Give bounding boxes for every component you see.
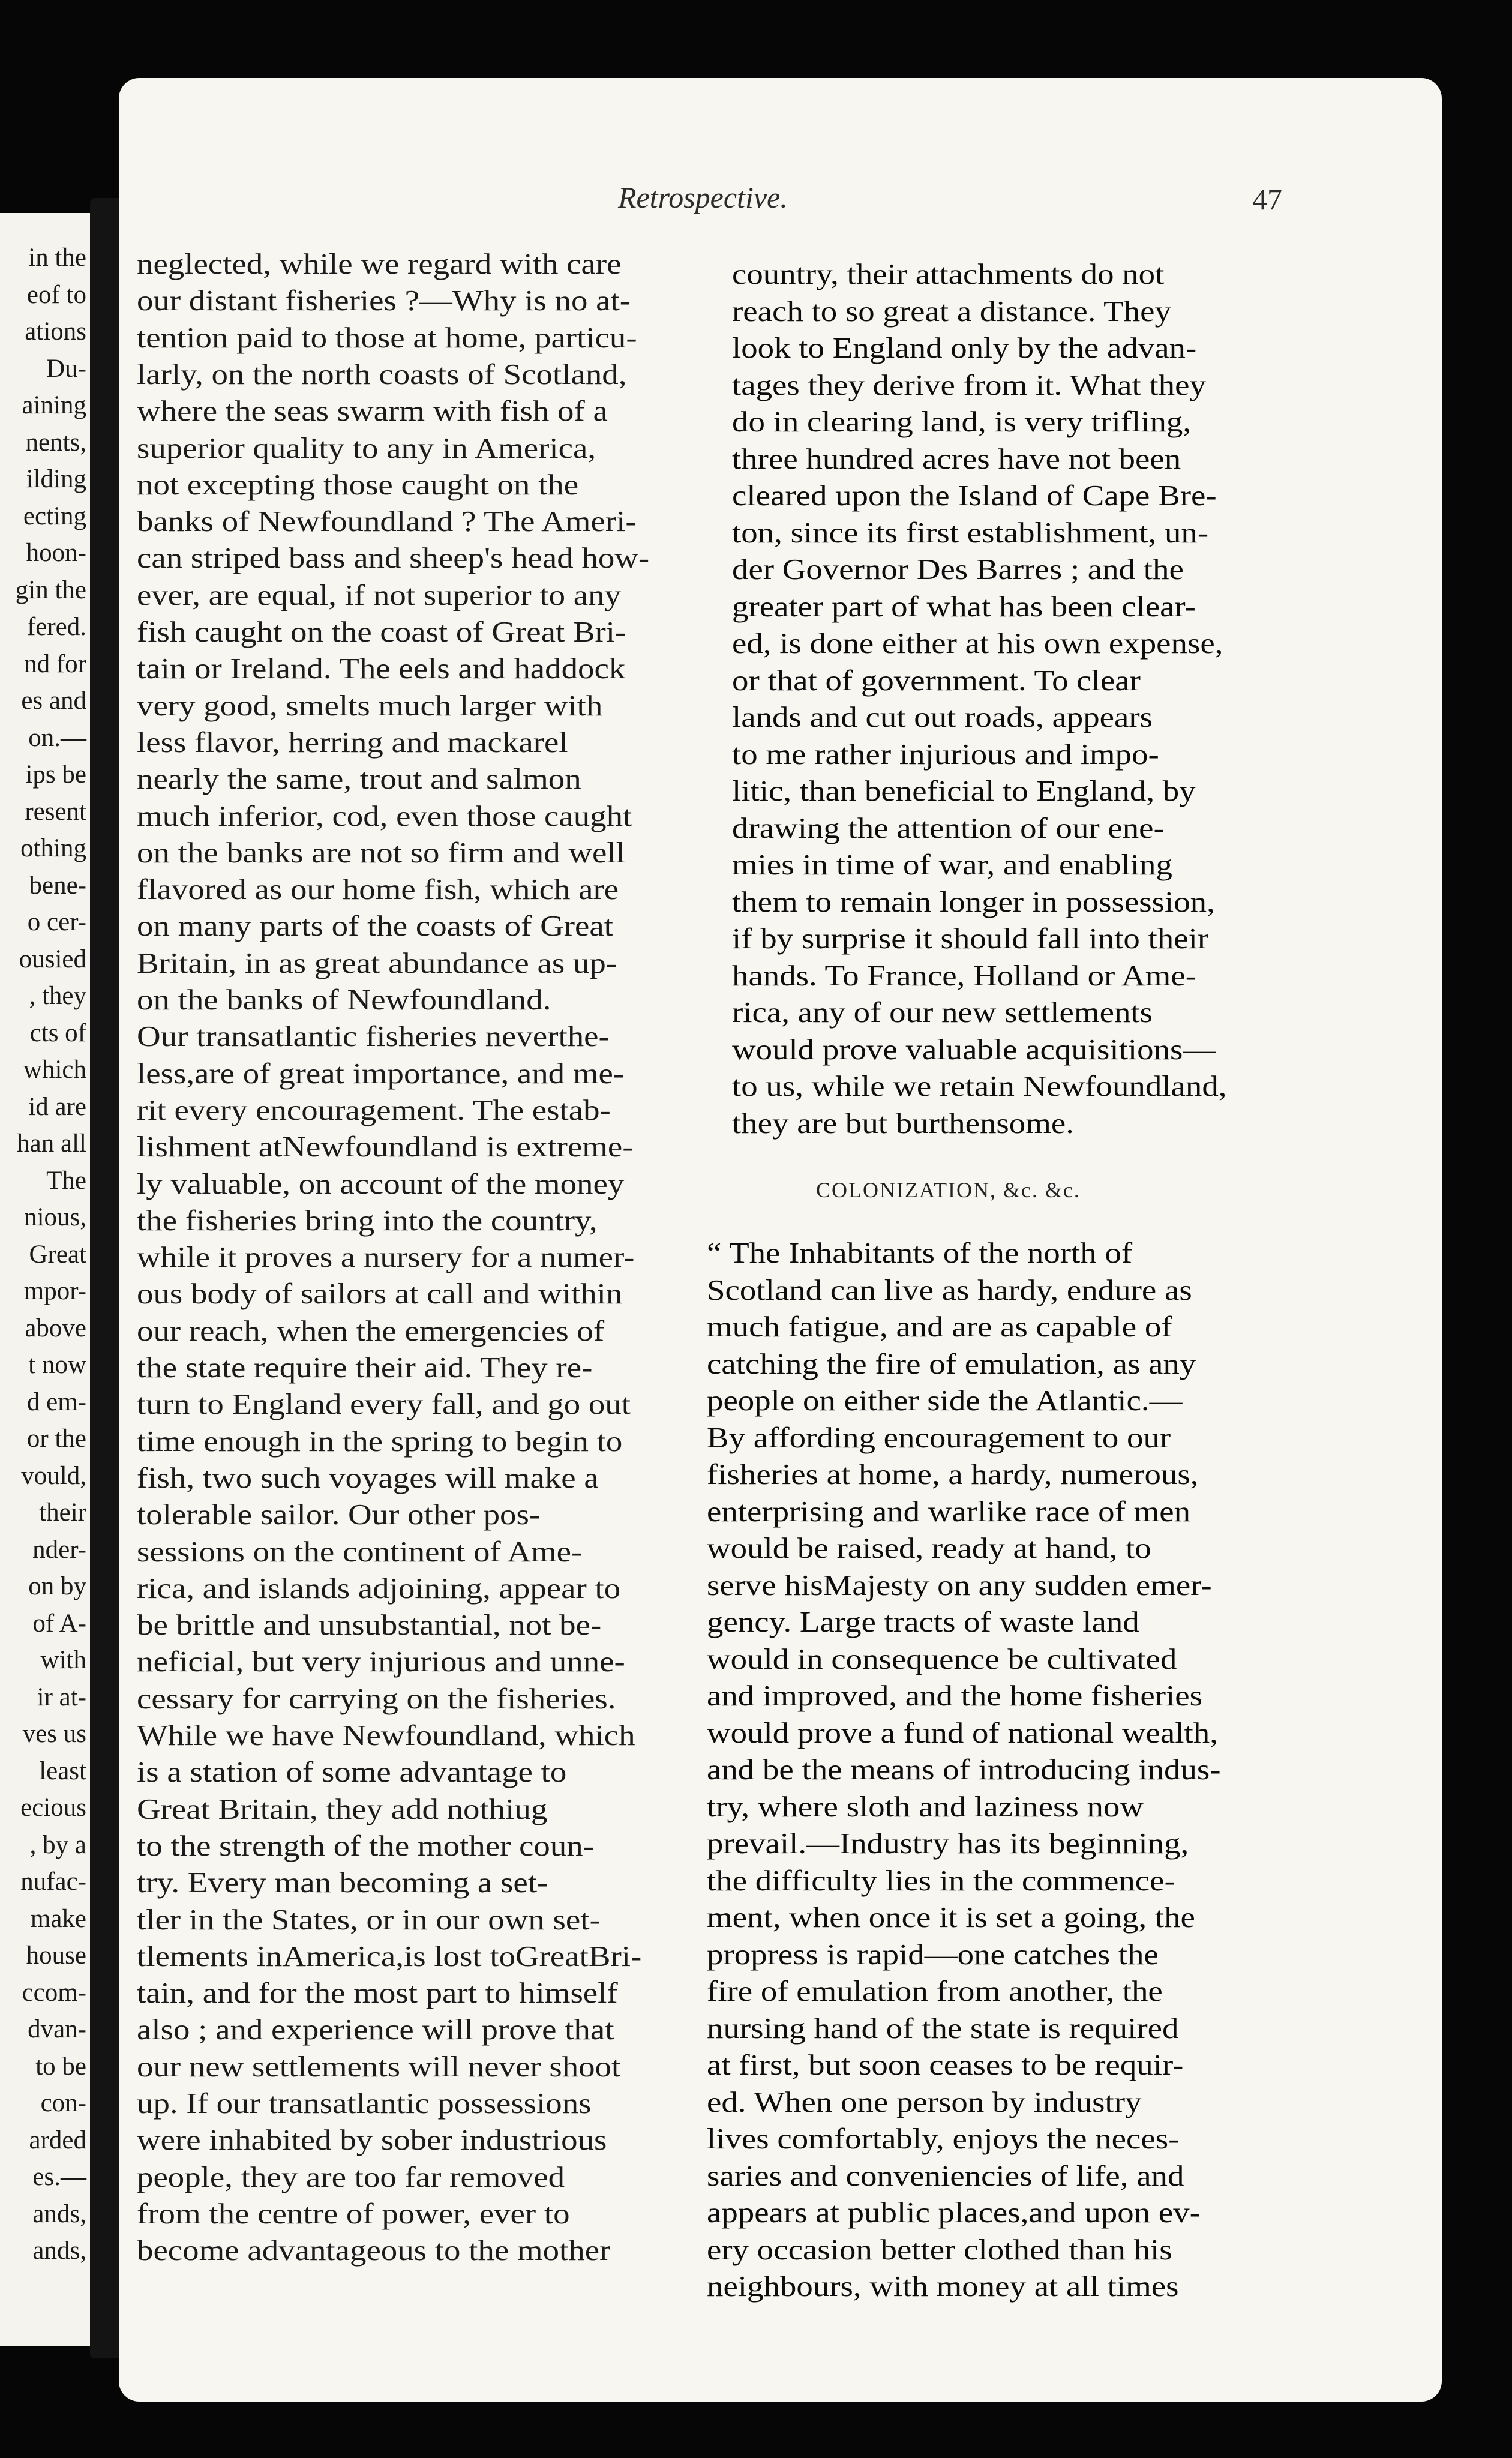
text-line: much fatigue, and are as capable of	[707, 1310, 1172, 1343]
text-line: hands. To France, Holland or Ame-	[732, 958, 1196, 992]
facing-page-fragment: ves us	[22, 1720, 86, 1748]
text-line: and be the means of introducing indus-	[707, 1753, 1221, 1786]
text-line: time enough in the spring to begin to	[137, 1424, 623, 1458]
text-line: drawing the attention of our ene-	[732, 811, 1165, 844]
facing-page-fragment: ecious	[20, 1794, 86, 1822]
text-line: ly valuable, on account of the money	[137, 1167, 625, 1200]
text-line: serve hisMajesty on any sudden emer-	[707, 1568, 1212, 1602]
text-line: neficial, but very injurious and unne-	[137, 1645, 625, 1678]
text-line: from the centre of power, ever to	[137, 2196, 570, 2230]
facing-page-fragment: make	[30, 1904, 86, 1933]
text-line: reach to so great a distance. They	[732, 294, 1171, 328]
facing-page-fragment: es.—	[32, 2163, 86, 2191]
text-line: were inhabited by sober industrious	[137, 2123, 607, 2157]
text-line: ed. When one person by industry	[707, 2085, 1142, 2118]
text-line: litic, than beneficial to England, by	[732, 774, 1196, 807]
text-line: very good, smelts much larger with	[137, 688, 603, 722]
facing-page-fragment: ations	[25, 317, 86, 346]
text-line: catching the fire of emulation, as any	[707, 1347, 1196, 1380]
text-line: would prove a fund of national wealth,	[707, 1716, 1218, 1749]
text-line: Great Britain, they add nothiug	[137, 1792, 548, 1825]
text-line: would prove valuable acquisitions—	[732, 1032, 1216, 1066]
text-line: the fisheries bring into the country,	[137, 1203, 598, 1237]
text-line: larly, on the north coasts of Scotland,	[137, 357, 627, 391]
facing-page-fragment: Du-	[46, 354, 86, 383]
facing-page-fragment: on.—	[28, 723, 86, 752]
text-line: tler in the States, or in our own set-	[137, 1902, 601, 1936]
facing-page-fragment: eof to	[26, 280, 86, 309]
text-line: lishment atNewfoundland is extreme-	[137, 1130, 634, 1164]
facing-page-fragment: ips be	[25, 760, 86, 789]
text-line: where the seas swarm with fish of a	[137, 394, 608, 428]
text-line: ed, is done either at his own expense,	[732, 627, 1223, 660]
text-line: would in consequence be cultivated	[707, 1642, 1177, 1675]
text-line: ever, are equal, if not superior to any	[137, 578, 621, 611]
text-line: propress is rapid—one catches the	[707, 1937, 1159, 1971]
facing-page-fragment: to be	[35, 2052, 86, 2081]
text-line: ous body of sailors at call and within	[137, 1277, 623, 1311]
facing-page-fragment: ilding	[26, 465, 86, 493]
text-line: Britain, in as great abundance as up-	[137, 946, 617, 979]
text-line: do in clearing land, is very trifling,	[732, 405, 1192, 438]
facing-page-fragment: con-	[40, 2089, 86, 2117]
facing-page-fragment: ands,	[32, 2237, 86, 2265]
facing-page-fragment: nder-	[32, 1535, 86, 1564]
text-line: fish, two such voyages will make a	[137, 1461, 599, 1494]
text-line: tention paid to those at home, particu-	[137, 320, 637, 354]
facing-page-fragment: or the	[26, 1425, 86, 1453]
facing-page-fragment: o cer-	[27, 908, 86, 936]
text-line: neglected, while we regard with care	[137, 247, 622, 280]
text-line: on the banks of Newfoundland.	[137, 983, 551, 1016]
facing-page-fragment: their	[39, 1498, 86, 1527]
text-line: tolerable sailor. Our other pos-	[137, 1498, 541, 1531]
text-line: and improved, and the home fisheries	[707, 1679, 1203, 1712]
text-line: our reach, when the emergencies of	[137, 1314, 605, 1347]
text-line: cessary for carrying on the fisheries.	[137, 1681, 616, 1715]
facing-page-fragment: , they	[29, 982, 86, 1010]
text-line: rica, any of our new settlements	[732, 996, 1153, 1029]
facing-page-fragment: mpor-	[23, 1277, 86, 1305]
text-line: gency. Large tracts of waste land	[707, 1605, 1139, 1638]
text-line: the state require their aid. They re-	[137, 1351, 593, 1384]
text-line: fisheries at home, a hardy, numerous,	[707, 1458, 1199, 1491]
text-line: greater part of what has been clear-	[732, 589, 1196, 623]
facing-page-fragment: above	[25, 1314, 86, 1342]
text-line: enterprising and warlike race of men	[707, 1494, 1191, 1528]
facing-page-fragment: t now	[28, 1351, 86, 1379]
text-line: to me rather injurious and impo-	[732, 737, 1159, 771]
text-line: or that of government. To clear	[732, 663, 1141, 697]
text-line: lands and cut out roads, appears	[732, 700, 1153, 733]
facing-page-fragment: on by	[28, 1572, 86, 1600]
text-line: is a station of some advantage to	[137, 1755, 567, 1789]
text-line: appears at public places,and upon ev-	[707, 2196, 1201, 2229]
facing-page-fragment: resent	[25, 797, 86, 826]
text-line: mies in time of war, and enabling	[732, 848, 1172, 881]
text-line: turn to England every fall, and go out	[137, 1387, 631, 1421]
text-line: country, their attachments do not	[732, 257, 1165, 290]
text-line: would be raised, ready at hand, to	[707, 1531, 1151, 1564]
text-line: fire of emulation from another, the	[707, 1974, 1163, 2007]
facing-page-fragment: which	[23, 1056, 86, 1084]
text-line: on the banks are not so firm and well	[137, 835, 625, 869]
text-line: up. If our transatlantic possessions	[137, 2087, 592, 2120]
text-line: the difficulty lies in the commence-	[707, 1863, 1175, 1897]
section-heading: COLONIZATION, &c. &c.	[816, 1178, 1081, 1202]
facing-page-fragment: nd for	[24, 649, 86, 678]
text-line: look to England only by the advan-	[732, 331, 1197, 364]
facing-page-fragment: arded	[29, 2126, 86, 2154]
text-line: superior quality to any in America,	[137, 431, 596, 464]
text-line: ment, when once it is set a going, the	[707, 1901, 1195, 1934]
facing-page-fragment: es and	[21, 687, 86, 715]
facing-page-fragment: othing	[20, 834, 86, 862]
text-line: prevail.—Industry has its beginning,	[707, 1827, 1189, 1860]
text-line: fish caught on the coast of Great Bri-	[137, 615, 626, 648]
text-line: while it proves a nursery for a numer-	[137, 1240, 635, 1274]
facing-page-fragment: ir at-	[37, 1683, 86, 1711]
text-line: if by surprise it should fall into their	[732, 922, 1209, 955]
facing-page-fragment: bene-	[29, 871, 86, 900]
text-line: ton, since its first establishment, un-	[732, 515, 1209, 549]
facing-page-fragment: ecting	[23, 502, 86, 530]
page-number: 47	[1252, 182, 1282, 216]
text-line: try. Every man becoming a set-	[137, 1866, 548, 1899]
text-line: nursing hand of the state is required	[707, 2011, 1179, 2045]
facing-page-fragment: ccom-	[22, 1978, 86, 2007]
facing-page-fragment: fered.	[26, 613, 86, 641]
text-line: them to remain longer in possession,	[732, 885, 1215, 918]
text-line: at first, but soon ceases to be requir-	[707, 2048, 1184, 2081]
running-header: Retrospective.	[618, 181, 788, 214]
facing-page-fragment: , by a	[29, 1830, 86, 1859]
text-line: der Governor Des Barres ; and the	[732, 553, 1184, 586]
text-line: saries and conveniencies of life, and	[707, 2159, 1184, 2192]
facing-page-fragment: The	[46, 1166, 86, 1195]
text-line: less flavor, herring and mackarel	[137, 725, 568, 759]
facing-page-fragment: han all	[17, 1129, 86, 1158]
facing-page-fragment: gin the	[15, 575, 86, 604]
text-line: “ The Inhabitants of the north of	[707, 1236, 1133, 1269]
facing-page-fragment: aining	[22, 391, 86, 419]
text-line: on many parts of the coasts of Great	[137, 909, 613, 943]
facing-page-fragment: house	[26, 1941, 86, 1970]
facing-page-fragment: nents,	[25, 428, 86, 457]
facing-page-fragment: dvan-	[28, 2015, 86, 2043]
text-line: our distant fisheries ?—Why is no at-	[137, 284, 631, 317]
facing-page-edge	[0, 213, 90, 2346]
text-line: to the strength of the mother coun-	[137, 1828, 595, 1862]
text-line: three hundred acres have not been	[732, 442, 1181, 475]
facing-page-fragment: Great	[29, 1240, 86, 1269]
text-line: rit every encouragement. The estab-	[137, 1093, 611, 1126]
facing-page-fragment: of A-	[32, 1609, 86, 1638]
text-line: lives comfortably, enjoys the neces-	[707, 2122, 1180, 2155]
text-line: can striped bass and sheep's head how-	[137, 541, 650, 575]
facing-page-fragment: nufac-	[20, 1868, 86, 1896]
facing-page-fragment: nious,	[24, 1203, 86, 1231]
text-line: people on either side the Atlantic.—	[707, 1384, 1183, 1417]
text-line: not excepting those caught on the	[137, 467, 579, 501]
facing-page-fragment: in the	[28, 244, 86, 272]
text-line: less,are of great importance, and me-	[137, 1056, 625, 1090]
facing-page-fragment: d em-	[26, 1387, 86, 1416]
text-line: be brittle and unsubstantial, not be-	[137, 1608, 602, 1642]
facing-page-fragment: cts of	[29, 1018, 86, 1047]
text-line: people, they are too far removed	[137, 2160, 565, 2193]
text-line: they are but burthensome.	[732, 1106, 1074, 1140]
facing-page-fragment: with	[40, 1646, 86, 1674]
text-line: sessions on the continent of Ame-	[137, 1534, 583, 1568]
facing-page-fragment: least	[39, 1756, 86, 1785]
text-line: also ; and experience will prove that	[137, 2013, 614, 2046]
text-line: nearly the same, trout and salmon	[137, 762, 581, 796]
text-line: Our transatlantic fisheries neverthe-	[137, 1020, 610, 1053]
text-line: cleared upon the Island of Cape Bre-	[732, 479, 1217, 512]
text-line: flavored as our home fish, which are	[137, 873, 619, 906]
text-line: tages they derive from it. What they	[732, 368, 1206, 401]
text-line: our new settlements will never shoot	[137, 2049, 621, 2083]
text-line: ery occasion better clothed than his	[707, 2232, 1172, 2266]
text-line: try, where sloth and laziness now	[707, 1789, 1144, 1823]
text-line: rica, and islands adjoining, appear to	[137, 1571, 621, 1605]
facing-page-fragment: vould,	[21, 1461, 86, 1490]
text-line: tain, and for the most part to himself	[137, 1976, 618, 2010]
text-line: much inferior, cod, even those caught	[137, 799, 632, 832]
text-line: By affording encouragement to our	[707, 1420, 1171, 1454]
text-line: become advantageous to the mother	[137, 2234, 611, 2267]
text-line: tlements inAmerica,is lost toGreatBri-	[137, 1939, 642, 1973]
facing-page-fragment: id are	[28, 1092, 86, 1121]
text-line: neighbours, with money at all times	[707, 2270, 1179, 2303]
facing-page-fragment: ousied	[19, 945, 86, 973]
text-line: tain or Ireland. The eels and haddock	[137, 652, 626, 685]
facing-page-fragment: ands,	[32, 2199, 86, 2228]
text-line: to us, while we retain Newfoundland,	[732, 1069, 1227, 1102]
text-line: Scotland can live as hardy, endure as	[707, 1273, 1192, 1306]
text-line: While we have Newfoundland, which	[137, 1719, 635, 1752]
text-line: banks of Newfoundland ? The Ameri-	[137, 505, 637, 538]
facing-page-fragment: hoon-	[26, 539, 86, 567]
